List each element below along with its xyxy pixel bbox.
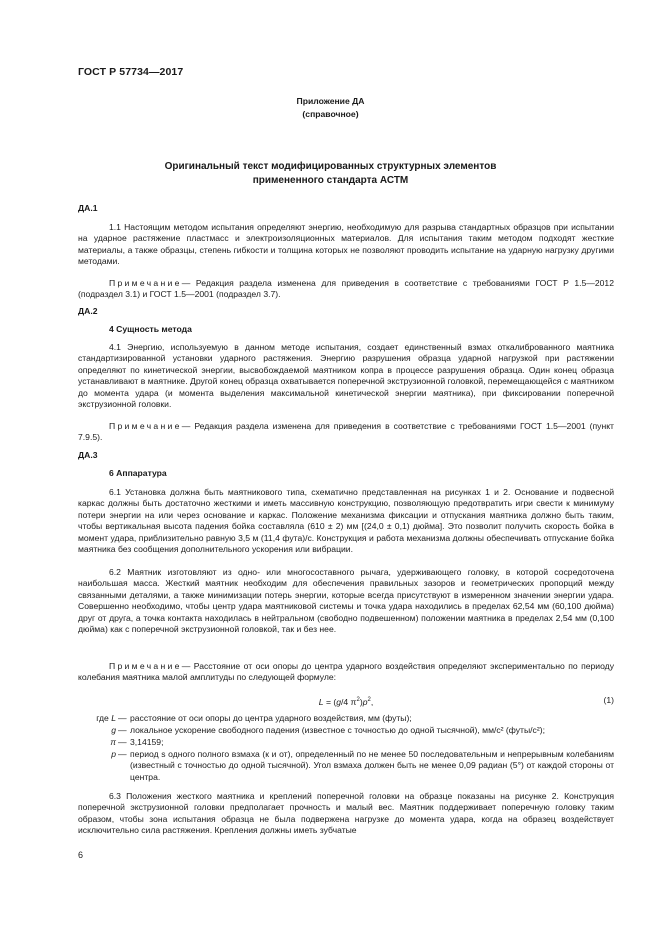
section-4-title xyxy=(78,324,614,335)
note-head: Примечание xyxy=(109,278,182,288)
formula-number: (1) xyxy=(603,695,614,705)
dash: — xyxy=(118,749,127,759)
da1-note xyxy=(78,278,614,301)
formula-row xyxy=(78,695,614,707)
annex-label xyxy=(70,95,591,120)
section-da2-label xyxy=(78,306,614,317)
annex-subtitle: (справочное) xyxy=(302,108,359,119)
definition-symbol: где L xyxy=(96,713,116,723)
definitions xyxy=(78,713,614,785)
note-text: — Редакция раздела изменена для приведения в соответствие с требованиями ГОСТ Р 1.5—2012 (подраздел 3.1) и ГОСТ 1.5—2001 (подраздел 3.7). xyxy=(78,278,614,300)
annex-heading-line2: примененного стандарта АСТМ xyxy=(252,175,409,186)
definition-text: 3,14159; xyxy=(130,737,164,747)
paragraph-text: 6.1 Установка должна быть маятникового типа, схематично представленная на рисунках 1 и 2. Основание и подвесной каркас должны быть достаточно жесткими и иметь массивную конструкцию, позволяющую предотвратить игри свести к минимуму потери энергии на или через основание и каркас. Положение механизма фиксации и отпускания маятника должно быть таким, чтобы вертикальная высота падения бойка составляла (610 ± 2) мм [(24,0 ± 0,1) дюйма]. Это позволит получить скорость бойка в момент удара, приблизительно равную 3,5 м (11,4 фута)/с. Конструкция и работа механизма должны обеспечивать отпускание бойка маятника без сообщения дополнительного ускорения или вибрации. xyxy=(78,487,614,555)
document-header: ГОСТ Р 57734—2017 xyxy=(78,66,184,78)
definition-symbol: g xyxy=(111,725,116,735)
note-head: Примечание xyxy=(109,661,182,671)
section-label: ДА.1 xyxy=(78,203,98,213)
section-label: ДА.2 xyxy=(78,306,98,316)
s6-note xyxy=(78,661,614,684)
paragraph-text: 6.3 Положения жесткого маятника и креплений поперечной головки на образце показаны на рисунке 2. Конструкция поперечной экструзионной головки предполагает прочность и малый вес. Маятник поддерживает поперечную головку таким образом, чтобы зона испытания образца не была подвержена нагрузке до момента удара, когда на образец воздействует исключительно сила растяжения. Крепления должны иметь зубчатые xyxy=(78,791,614,836)
section-title: 6 Аппаратура xyxy=(109,468,167,478)
annex-heading xyxy=(70,160,591,188)
definition-row xyxy=(78,725,614,737)
section-title: 4 Сущность метода xyxy=(109,324,192,334)
note-text: — Расстояние от оси опоры до центра ударного воздействия определяют экспериментально по периоду колебания маятника малой амплитуды по следующей формуле: xyxy=(78,661,614,683)
da2-note xyxy=(78,421,614,444)
dash: — xyxy=(118,737,127,747)
annex-title: Приложение ДА xyxy=(296,96,365,106)
definition-text: период s одного полного взмаха (к и от), определенный по не менее 50 последовательным и непрерывным колебаниям (известный с точностью до одной тысячной). Угол взмаха должен быть не менее 0,09 радиан (5°) от каждой стороны от центра. xyxy=(130,749,614,782)
section-label: ДА.3 xyxy=(78,450,98,460)
dash: — xyxy=(118,725,127,735)
s6-paragraph-3 xyxy=(78,791,614,837)
paragraph-text: 4.1 Энергию, используемую в данном методе испытания, создает единственный взмах откалиброванного маятника стандартизированной установки ударного растяжения. Энергию разрушения образца ударной нагрузкой при растяжении определяют по кинетической энергии, высвобождаемой маятником копра в процессе разрушения образца. Один конец образца устанавливают в маятнике. Другой конец образца охватывается поперечной экструзионной головкой, перемещающейся с маятником до момента удара (и момента выделения максимальной кинетической энергии маятника), при фиксировании поперечной экструзионной головки. xyxy=(78,342,614,410)
page-number: 6 xyxy=(78,850,84,860)
definition-row xyxy=(78,749,614,785)
formula: L = (g/4 $\pi^2)p^2$, xyxy=(318,696,374,707)
note-text: — Редакция раздела изменена для приведения в соответствие с требованиями ГОСТ 1.5—2001 (пункт 7.9.5). xyxy=(78,421,614,443)
definition-text: локальное ускорение свободного падения (известное с точностью до одной тысячной), мм/с² (футы/с²); xyxy=(130,725,545,735)
s6-paragraph-1 xyxy=(78,487,614,555)
paragraph-text: 6.2 Маятник изготовляют из одно- или многосоставного рычага, удерживающего головку, в которой сосредоточена наибольшая масса. Жесткий маятник необходим для обеспечения правильных зазоров и геометрических пропорций между связанными деталями, а также минимизации потерь энергии, которые всегда присутствуют в измеренном значении энергии удара. Совершенно необходимо, чтобы центр удара маятниковой системы и точка удара находились в пределах 62,54 мм (60,100 дюйма) друг от друга, а точка контакта находилась в нейтральном (свободно подвешенном) положении маятника в пределах 2,54 мм (0,100 дюйма) как с поперечной экструзионной головкой, так и без нее. xyxy=(78,567,614,635)
definition-text: расстояние от оси опоры до центра ударного воздействия, мм (футы); xyxy=(130,713,412,723)
paragraph-text: 1.1 Настоящим методом испытания определяют энергию, необходимую для разрыва стандартных образцов при испытании на ударное растяжение пластмасс и электроизоляционных материалов. Для испытания таким методом подходят жесткие материалы, а также образцы, степень гибкости и толщина которых не позволяют проводить испытание на ударную нагрузку другими методами. xyxy=(78,222,614,267)
section-6-title xyxy=(78,468,614,479)
definition-row xyxy=(78,737,614,749)
definition-symbol: p xyxy=(111,749,116,759)
da1-paragraph xyxy=(78,222,614,268)
definition-symbol: π xyxy=(110,737,116,747)
section-da1-label xyxy=(78,203,614,214)
definition-row xyxy=(78,713,614,725)
note-head: Примечание xyxy=(109,421,182,431)
section-da3-label xyxy=(78,450,614,461)
s6-paragraph-2 xyxy=(78,567,614,635)
annex-heading-line1: Оригинальный текст модифицированных структурных элементов xyxy=(164,161,497,172)
dash: — xyxy=(118,713,127,723)
s4-paragraph xyxy=(78,342,614,410)
